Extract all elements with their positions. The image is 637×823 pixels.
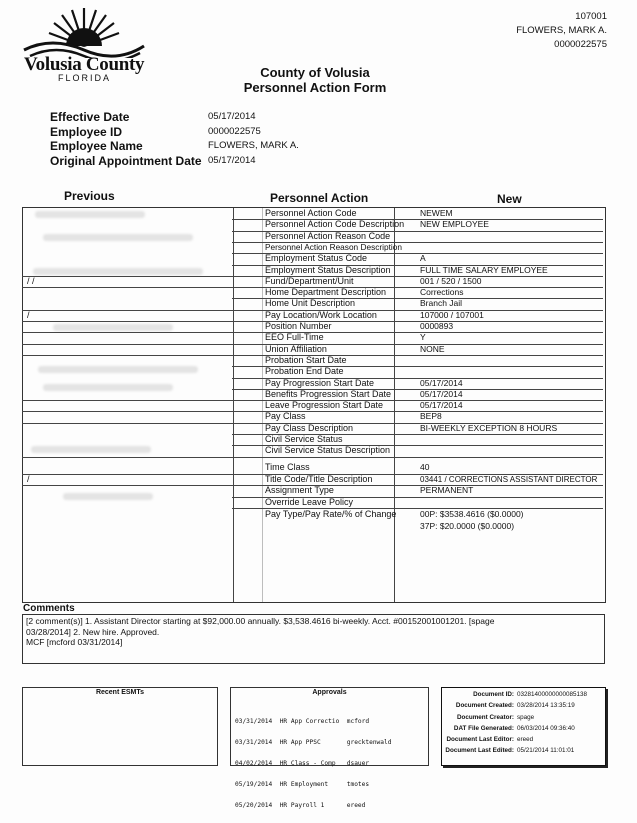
row-label: Pay Progression Start Date bbox=[265, 377, 375, 388]
prev-value: / bbox=[27, 309, 30, 320]
row-value: PERMANENT bbox=[420, 485, 474, 496]
row-value: 05/17/2014 bbox=[420, 400, 463, 411]
row-value: Branch Jail bbox=[420, 298, 463, 309]
row-label: Employment Status Description bbox=[265, 264, 391, 275]
row-label: Probation Start Date bbox=[265, 354, 347, 365]
column-new: New bbox=[497, 192, 522, 206]
volusia-logo bbox=[22, 6, 147, 81]
info-label-employee-id: Employee ID bbox=[50, 124, 123, 139]
info-value-effective-date: 05/17/2014 bbox=[208, 111, 256, 122]
meta-label: Document Last Edited: bbox=[445, 747, 514, 755]
row-label: Assignment Type bbox=[265, 485, 334, 496]
recent-esmts-title: Recent ESMTs bbox=[95, 689, 145, 696]
meta-label: Document ID: bbox=[473, 691, 514, 698]
row-value: 00P: $3538.4616 ($0.0000) bbox=[420, 509, 524, 519]
row-value: Corrections bbox=[420, 287, 464, 298]
row-value: 0000893 bbox=[420, 321, 454, 331]
meta-label: DAT File Generated: bbox=[453, 724, 514, 732]
row-label: Pay Class bbox=[265, 411, 306, 422]
document-meta bbox=[442, 688, 605, 757]
pay-rate-extra: 37P: $20.0000 ($0.0000) bbox=[420, 520, 515, 531]
row-label: Override Leave Policy bbox=[265, 496, 354, 507]
approval-entry: 05/19/2014 HR Employment tmotes bbox=[235, 781, 370, 788]
row-label: Pay Class Description bbox=[265, 422, 354, 433]
approval-entry: 04/02/2014 HR Class - Comp dsauer bbox=[235, 760, 370, 767]
row-label: Pay Location/Work Location bbox=[265, 309, 377, 320]
row-value: 001 / 520 / 1500 bbox=[420, 275, 482, 286]
meta-value: ereed bbox=[517, 736, 534, 744]
comments-heading: Comments bbox=[23, 603, 75, 614]
meta-label: Document Last Editor: bbox=[446, 736, 514, 744]
row-label: Benefits Progression Start Date bbox=[265, 388, 392, 399]
column-personnel-action: Personnel Action bbox=[270, 191, 369, 205]
employee-info-values bbox=[208, 110, 408, 168]
row-value: NEW EMPLOYEE bbox=[420, 219, 489, 230]
title-line-1: County of Volusia bbox=[260, 65, 370, 80]
meta-value: 05/21/2014 11:01:01 bbox=[517, 747, 575, 755]
row-label: Union Affiliation bbox=[265, 343, 327, 354]
personnel-rows bbox=[22, 208, 626, 603]
approval-entry: 05/20/2014 HR Payroll 1 ereed bbox=[235, 802, 366, 809]
info-label-employee-name: Employee Name bbox=[50, 139, 143, 153]
row-value: A bbox=[420, 253, 426, 264]
meta-value: 03/28/2014 13:35:19 bbox=[517, 702, 575, 710]
recent-esmts-box bbox=[22, 687, 218, 766]
row-value: NONE bbox=[420, 343, 445, 354]
row-label: Title Code/Title Description bbox=[265, 474, 373, 484]
row-label: Civil Service Status bbox=[265, 434, 343, 444]
comment-line-2: 03/28/2014] 2. New hire. Approved. bbox=[26, 626, 160, 637]
row-value: BI-WEEKLY EXCEPTION 8 HOURS bbox=[420, 422, 558, 433]
meta-value: spage bbox=[517, 713, 535, 721]
sun-logo-icon bbox=[22, 6, 147, 58]
row-label: Personnel Action Reason Code bbox=[265, 230, 391, 241]
header-employee-number: 107001 bbox=[575, 11, 607, 22]
header-employee-name: FLOWERS, MARK A. bbox=[516, 25, 607, 36]
row-label: Fund/Department/Unit bbox=[265, 275, 354, 286]
row-label: Personnel Action Reason Description bbox=[265, 241, 402, 252]
info-label-effective-date: Effective Date bbox=[50, 110, 130, 124]
header-employee-block bbox=[407, 10, 607, 52]
info-value-original-appointment: 05/17/2014 bbox=[208, 154, 256, 166]
header-employee-id: 0000022575 bbox=[554, 39, 607, 50]
approval-entry: 03/31/2014 HR App PPSC grecktenwald bbox=[235, 739, 392, 746]
row-value: NEWEM bbox=[420, 208, 453, 218]
row-value: FULL TIME SALARY EMPLOYEE bbox=[420, 264, 548, 275]
row-label: Leave Progression Start Date bbox=[265, 400, 384, 411]
comments-box bbox=[22, 614, 605, 664]
column-previous: Previous bbox=[64, 189, 115, 203]
row-value: BEP8 bbox=[420, 411, 442, 422]
prev-value: / / bbox=[27, 275, 35, 286]
approvals-title: Approvals bbox=[312, 689, 347, 696]
row-label: Probation End Date bbox=[265, 366, 344, 377]
title-line-2: Personnel Action Form bbox=[243, 80, 387, 95]
row-label: Employment Status Code bbox=[265, 253, 368, 264]
info-value-employee-name: FLOWERS, MARK A. bbox=[208, 140, 299, 151]
prev-value: / bbox=[27, 474, 30, 484]
document-meta-box bbox=[441, 687, 606, 766]
approvals-box bbox=[230, 687, 429, 809]
row-label: Civil Service Status Description bbox=[265, 445, 391, 456]
row-value: Y bbox=[420, 332, 426, 343]
logo-name: Volusia County bbox=[24, 54, 145, 75]
meta-value: 03281400000000085138 bbox=[517, 691, 588, 698]
row-value: 107000 / 107001 bbox=[420, 309, 484, 320]
meta-value: 06/03/2014 09:36:40 bbox=[517, 724, 575, 732]
comment-line-1: [2 comment(s)] 1. Assistant Director starting at $92,000.00 annually. $3,538.4616 bi-weekly. Acct. #00152001001201. [spage bbox=[26, 616, 495, 626]
row-label: Personnel Action Code bbox=[265, 208, 357, 218]
row-label: Home Department Description bbox=[265, 287, 387, 298]
row-value: 03441 / CORRECTIONS ASSISTANT DIRECTOR bbox=[420, 475, 598, 484]
info-label-original-appointment: Original Appointment Date bbox=[50, 153, 202, 168]
row-label: Time Class bbox=[265, 462, 310, 472]
row-label: Personnel Action Code Description bbox=[265, 219, 405, 230]
logo-subtitle: FLORIDA bbox=[58, 73, 112, 83]
row-value: 05/17/2014 bbox=[420, 388, 463, 399]
row-label: Home Unit Description bbox=[265, 298, 356, 309]
row-label: Pay Type/Pay Rate/% of Change bbox=[265, 509, 397, 519]
approval-entry: 03/31/2014 HR App Correctio mcford bbox=[235, 718, 370, 725]
approvals-list bbox=[235, 704, 428, 823]
row-value: 05/17/2014 bbox=[420, 377, 463, 388]
row-label: EEO Full-Time bbox=[265, 332, 324, 343]
info-value-employee-id: 0000022575 bbox=[208, 125, 261, 137]
page-title bbox=[200, 65, 430, 95]
comment-line-3: MCF [mcford 03/31/2014] bbox=[26, 637, 123, 647]
meta-label: Document Creator: bbox=[456, 713, 514, 721]
meta-label: Document Created: bbox=[455, 702, 514, 710]
row-value: 40 bbox=[420, 462, 430, 472]
row-label: Position Number bbox=[265, 321, 332, 331]
